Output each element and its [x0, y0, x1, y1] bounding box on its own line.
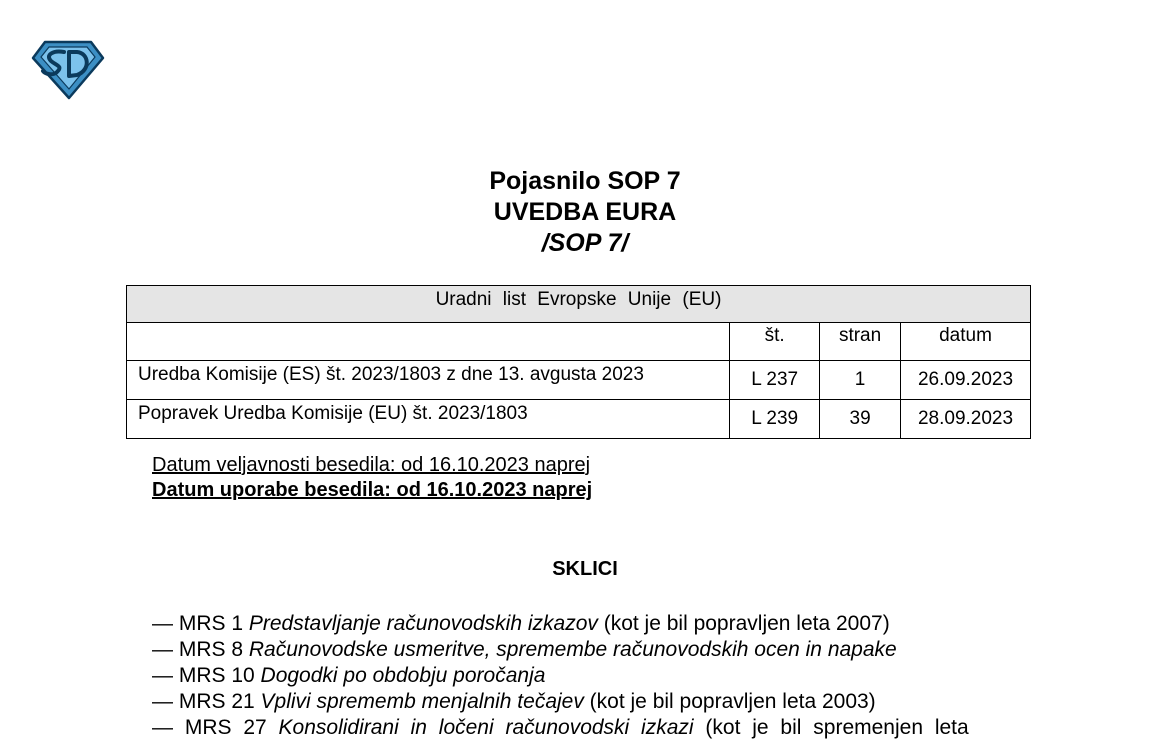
application-date: Datum uporabe besedila: od 16.10.2023 naprej: [152, 479, 593, 501]
col-header-page: stran: [820, 323, 901, 361]
table-row: [127, 361, 1031, 400]
table-row: [127, 400, 1031, 439]
row-date: 26.09.2023: [901, 361, 1031, 400]
row-label: Popravek Uredba Komisije (EU) št. 2023/1803: [127, 400, 730, 439]
validity-date: Datum veljavnosti besedila: od 16.10.2023 naprej: [152, 454, 591, 476]
ref-title: Predstavljanje računovodskih izkazov: [248, 612, 598, 635]
row-page: 39: [820, 400, 901, 439]
sd-logo: [31, 40, 105, 100]
ref-prefix: — MRS 21: [152, 690, 261, 713]
official-journal-table: [126, 285, 1031, 439]
title-line-3: /SOP 7/: [541, 229, 629, 257]
empty-header-cell: [127, 323, 730, 361]
row-no: L 237: [730, 361, 820, 400]
table-header: Uradni list Evropske Unije (EU): [127, 286, 1031, 323]
ref-title: Vplivi sprememb menjalnih tečajev: [260, 690, 584, 713]
row-date: 28.09.2023: [901, 400, 1031, 439]
list-item: [152, 689, 969, 715]
ref-prefix: — MRS 10: [152, 664, 261, 687]
ref-prefix: — MRS 1: [152, 612, 249, 635]
ref-suffix: (kot je bil popravljen leta 2007): [597, 612, 890, 635]
title-line-2: UVEDBA EURA: [493, 198, 677, 226]
ref-title: Dogodki po obdobju poročanja: [260, 664, 546, 687]
list-item: [152, 663, 969, 689]
ref-title: Konsolidirani in ločeni računovodski izkazi: [278, 716, 694, 739]
col-header-no: št.: [730, 323, 820, 361]
list-item: [152, 715, 969, 741]
ref-suffix: (kot je bil spremenjen leta: [693, 716, 969, 739]
ref-prefix: — MRS 8: [152, 638, 249, 661]
title-line-1: Pojasnilo SOP 7: [489, 167, 681, 195]
ref-prefix: — MRS 27: [152, 716, 279, 739]
sklici-heading: SKLICI: [552, 558, 618, 580]
list-item: [152, 611, 969, 637]
row-label: Uredba Komisije (ES) št. 2023/1803 z dne 13. avgusta 2023: [127, 361, 730, 400]
row-no: L 239: [730, 400, 820, 439]
list-item: [152, 637, 969, 663]
dates-block: [152, 453, 592, 503]
references-list: [152, 611, 969, 741]
col-header-date: datum: [901, 323, 1031, 361]
ref-suffix: (kot je bil popravljen leta 2003): [583, 690, 876, 713]
document-title: [0, 166, 1157, 259]
ref-title: Računovodske usmeritve, spremembe računovodskih ocen in napake: [248, 638, 897, 661]
row-page: 1: [820, 361, 901, 400]
